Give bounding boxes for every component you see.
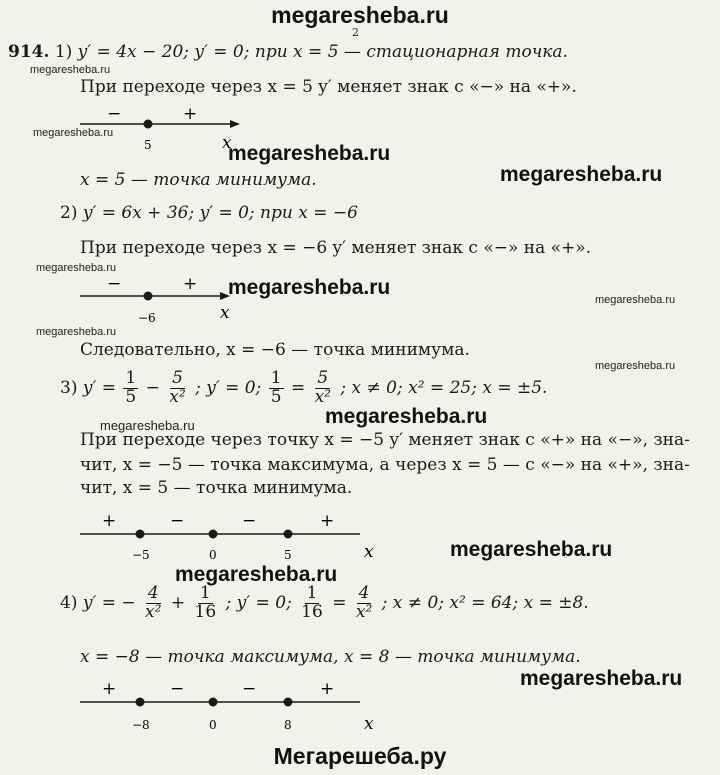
nl3-point-0: −5 [132, 548, 150, 562]
part4-label: 4) [60, 592, 78, 613]
part4-frac-3: $\frac{1}{16}$ [301, 583, 323, 622]
nl2-axis: x [220, 303, 230, 323]
nl3-point-2: 5 [284, 548, 292, 562]
watermark-big: megaresheba.ru [228, 142, 391, 165]
nl4-point-2: 8 [284, 718, 292, 732]
part3-text-1: При переходе через точку x = −5 y′ меняет знак с «+» на «−», зна- [80, 430, 690, 450]
part3-text-2: чит, x = −5 — точка максимума, а через x = 5 — с «−» на «+», зна- [80, 455, 690, 475]
part3-eq-start: y′ = [82, 377, 116, 398]
number-line-4 [70, 678, 390, 734]
part4-frac-1: $\frac{4}{\text{x²}}$ [145, 583, 162, 622]
part3-text-3: чит, x = 5 — точка минимума. [80, 478, 353, 498]
part4-conclusion: x = −8 — точка максимума, x = 8 — точка минимума. [80, 647, 581, 667]
nl3-sign-0: + [102, 511, 117, 531]
part3-tail: ; x ≠ 0; x² = 25; x = ±5. [340, 377, 548, 398]
nl2-point-0: −6 [138, 311, 156, 325]
nl3-point-1: 0 [209, 548, 217, 562]
part4-mid: ; y′ = 0; [225, 592, 292, 613]
nl4-sign-0: + [102, 679, 117, 699]
part2-equation: y′ = 6x + 36; y′ = 0; при x = −6 [82, 203, 358, 223]
part1-equation: y′ = 4x − 20; y′ = 0; при x = 5 — стационарная точка. [77, 42, 568, 62]
watermark-small: megaresheba.ru [595, 294, 676, 306]
problem-number: 914. [8, 42, 50, 62]
number-line-3 [70, 510, 390, 562]
footer-site: Мегарешеба.ру [273, 743, 447, 769]
watermark-small: megaresheba.ru [30, 64, 111, 76]
header-site: megaresheba.ru [271, 2, 449, 28]
part2-eq-line [60, 203, 358, 223]
nl4-sign-2: − [242, 679, 257, 699]
part4-plus: + [170, 592, 186, 613]
part4-eq-start: y′ = − [82, 592, 136, 613]
part3-frac-3: $\frac{1}{5}$ [270, 368, 282, 407]
nl4-point-0: −8 [132, 718, 150, 732]
nl3-axis: x [364, 542, 374, 562]
nl2-sign-1: + [183, 276, 198, 294]
nl1-sign-0: − [107, 104, 122, 124]
watermark-big: megaresheba.ru [450, 538, 613, 561]
part4-frac-4: $\frac{4}{\text{x²}}$ [355, 583, 373, 622]
part2-conclusion: Следовательно, x = −6 — точка минимума. [80, 340, 470, 360]
part3-minus: − [145, 377, 160, 398]
watermark-big: megaresheba.ru [520, 667, 683, 690]
nl1-axis: x [222, 133, 232, 153]
nl3-sign-3: + [320, 511, 335, 531]
part1-label: 1) [54, 42, 73, 62]
watermark-big: megaresheba.ru [228, 276, 391, 299]
nl4-point-1: 0 [209, 718, 217, 732]
part3-mid: ; y′ = 0; [195, 377, 262, 398]
watermark-small: megaresheba.ru [36, 326, 117, 338]
watermark-small: megaresheba.ru [33, 127, 114, 139]
nl2-sign-0: − [107, 276, 122, 294]
nl4-axis: x [364, 714, 374, 734]
part4-eq-line [60, 585, 589, 622]
part2-label: 2) [60, 203, 78, 223]
nl4-sign-1: − [170, 679, 185, 699]
nl3-sign-2: − [242, 511, 257, 531]
part3-label: 3) [60, 377, 78, 398]
part1-eq-line [8, 42, 568, 62]
part4-tail: ; x ≠ 0; x² = 64; x = ±8. [381, 592, 589, 613]
watermark-small: megaresheba.ru [36, 262, 117, 274]
part3-eq-line [60, 370, 547, 407]
part4-frac-2: $\frac{1}{16}$ [194, 583, 217, 622]
part3-eq-sign: = [290, 377, 306, 398]
watermark-small: megaresheba.ru [595, 360, 676, 372]
watermark-big: megaresheba.ru [325, 405, 488, 428]
part3-frac-1: $\frac{1}{5}$ [125, 368, 137, 407]
watermark-big: megaresheba.ru [175, 563, 338, 586]
part3-frac-4: $\frac{5}{\text{x²}}$ [314, 368, 331, 407]
part1-conclusion: x = 5 — точка минимума. [80, 170, 317, 190]
watermark-small: megaresheba.ru [100, 418, 195, 433]
part1-transition: При переходе через x = 5 y′ меняет знак с «−» на «+». [80, 77, 577, 97]
nl4-sign-3: + [320, 679, 335, 699]
part2-transition: При переходе через x = −6 y′ меняет знак с «−» на «+». [80, 238, 592, 258]
nl3-sign-1: − [170, 511, 185, 531]
nl1-sign-1: + [183, 104, 198, 124]
stray-mark: 2 [352, 26, 359, 39]
part3-frac-2: $\frac{5}{\text{x²}}$ [169, 368, 186, 407]
nl1-point-0: 5 [144, 138, 152, 152]
part4-eq-sign: = [332, 592, 347, 613]
watermark-big: megaresheba.ru [500, 163, 663, 186]
